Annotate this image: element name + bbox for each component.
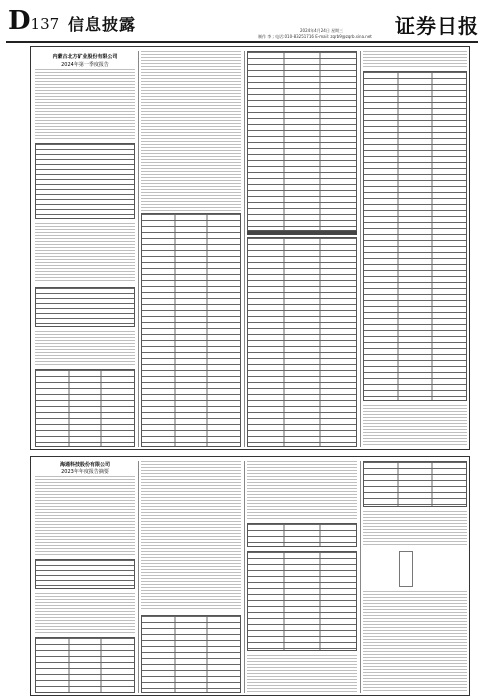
column-divider bbox=[138, 51, 139, 447]
text-block bbox=[35, 69, 135, 139]
masthead-rule bbox=[6, 41, 478, 43]
text-block bbox=[35, 476, 135, 556]
top-report-title: 2024年第一季度报告 bbox=[61, 62, 109, 68]
data-table bbox=[35, 369, 135, 447]
key-financial-table bbox=[141, 615, 241, 693]
data-table bbox=[363, 461, 467, 507]
shareholder-table bbox=[35, 287, 135, 327]
data-table bbox=[247, 523, 357, 547]
text-block bbox=[141, 51, 241, 211]
table-header-bar bbox=[247, 231, 357, 235]
bottom-company-name: 海通科技股份有限公司 bbox=[59, 462, 110, 468]
column-divider bbox=[360, 461, 361, 693]
column-divider bbox=[138, 461, 139, 693]
contact-line: 制作 李 ; 电话:010-83251716 E-mail: zqrb9@zqrb.sina.net bbox=[258, 34, 372, 39]
text-block bbox=[35, 331, 135, 367]
equity-structure-diagram bbox=[399, 551, 413, 587]
date-line: 2024年4月24日 星期三 bbox=[300, 28, 344, 33]
text-block bbox=[363, 511, 467, 547]
text-block bbox=[35, 593, 135, 633]
financial-table bbox=[35, 143, 135, 219]
cash-flow-table-continued bbox=[363, 71, 467, 401]
bottom-report-title: 2023年年度报告摘要 bbox=[61, 469, 109, 475]
text-block bbox=[363, 591, 467, 693]
masthead bbox=[0, 0, 484, 40]
column-divider bbox=[244, 461, 245, 693]
page-number: D137 bbox=[8, 6, 60, 36]
data-table bbox=[35, 637, 135, 693]
income-statement-table bbox=[247, 51, 357, 231]
shareholder-table bbox=[247, 551, 357, 651]
top-company-name: 内蒙古北方矿业股份有限公司 bbox=[52, 54, 118, 60]
text-block bbox=[247, 461, 357, 521]
text-block bbox=[363, 405, 467, 447]
text-block bbox=[363, 51, 467, 69]
newspaper-logo: 证券日报 bbox=[395, 14, 479, 38]
text-block bbox=[35, 223, 135, 283]
section-title: 信息披露 bbox=[68, 15, 137, 34]
column-divider bbox=[244, 51, 245, 447]
cash-flow-table bbox=[247, 237, 357, 447]
text-block bbox=[141, 461, 241, 611]
balance-sheet-table bbox=[141, 213, 241, 447]
top-article bbox=[30, 46, 470, 450]
company-info-table bbox=[35, 559, 135, 589]
column-divider bbox=[360, 51, 361, 447]
bottom-article bbox=[30, 456, 470, 696]
text-block bbox=[247, 655, 357, 693]
